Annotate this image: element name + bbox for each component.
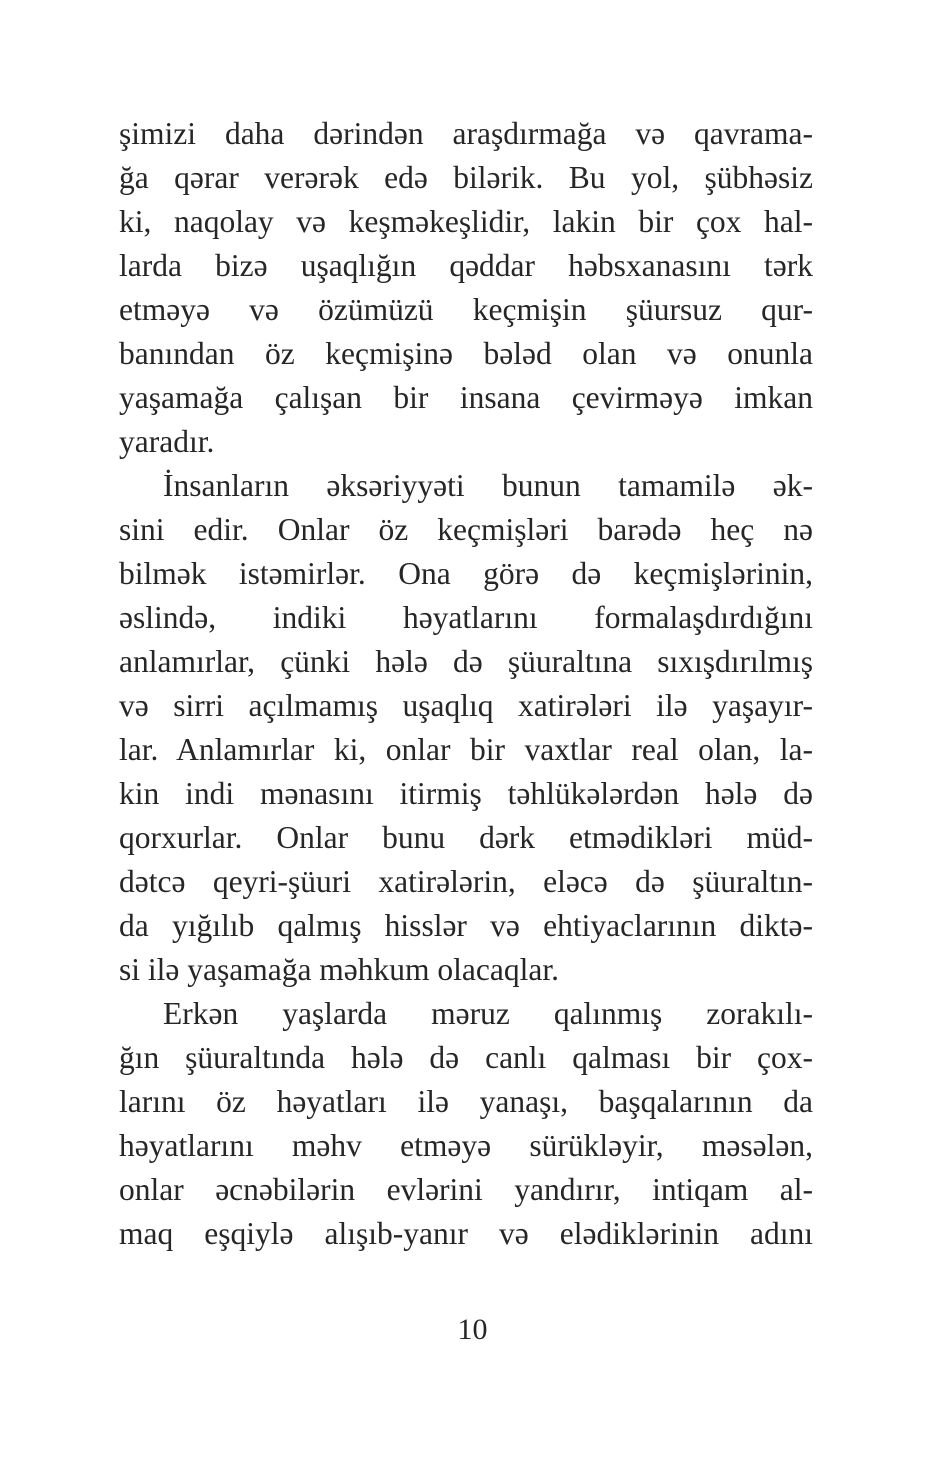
text-line: həyatlarını məhv etməyə sürükləyir, məsələn, [119, 1128, 813, 1163]
text-line: ğın şüuraltında hələ də canlı qalması bir çox- [119, 1040, 813, 1075]
text-line: onlar əcnəbilərin evlərini yandırır, intiqam al- [119, 1172, 813, 1207]
text-line: şimizi daha dərindən araşdırmağa və qavrama- [119, 116, 813, 151]
text-line: dətcə qeyri-şüuri xatirələrin, eləcə də şüuraltın- [119, 864, 813, 899]
text-line: ki, naqolay və keşməkeşlidir, lakin bir çox hal- [119, 204, 813, 239]
text-line: yaşamağa çalışan bir insana çevirməyə imkan [119, 380, 813, 415]
text-line: da yığılıb qalmış hisslər və ehtiyaclarının diktə- [119, 908, 813, 943]
text-line: Erkən yaşlarda məruz qalınmış zorakılı- [163, 996, 813, 1031]
page-number: 10 [457, 1313, 488, 1346]
text-line: əslində, indiki həyatlarını formalaşdırdığını [119, 600, 813, 635]
text-line: lar. Anlamırlar ki, onlar bir vaxtlar real olan, la- [119, 732, 813, 767]
text-line: larda bizə uşaqlığın qəddar həbsxanasını tərk [119, 248, 813, 283]
text-line: ğa qərar verərək edə bilərik. Bu yol, şübhəsiz [119, 160, 813, 195]
text-line: maq eşqiylə alışıb-yanır və elədiklərinin adını [119, 1216, 813, 1251]
text-line: etməyə və özümüzü keçmişin şüursuz qur- [119, 292, 813, 327]
text-line: İnsanların əksəriyyəti bunun tamamilə ək- [163, 468, 813, 503]
text-line: və sirri açılmamış uşaqlıq xatirələri ilə yaşayır- [119, 688, 813, 723]
body-text [119, 112, 813, 1256]
text-line: si ilə yaşamağa məhkum olacaqlar. [119, 952, 559, 987]
text-line: qorxurlar. Onlar bunu dərk etmədikləri müd- [119, 820, 813, 855]
text-line: sini edir. Onlar öz keçmişləri barədə heç nə [119, 512, 813, 547]
text-line: larını öz həyatları ilə yanaşı, başqalarının da [119, 1084, 813, 1119]
text-line: anlamırlar, çünki hələ də şüuraltına sıxışdırılmış [119, 644, 813, 679]
text-line: kin indi mənasını itirmiş təhlükələrdən hələ də [119, 776, 813, 811]
text-line: banından öz keçmişinə bələd olan və onunla [119, 336, 813, 371]
text-line: yaradır. [119, 424, 215, 459]
text-line: bilmək istəmirlər. Ona görə də keçmişlərinin, [119, 556, 813, 591]
